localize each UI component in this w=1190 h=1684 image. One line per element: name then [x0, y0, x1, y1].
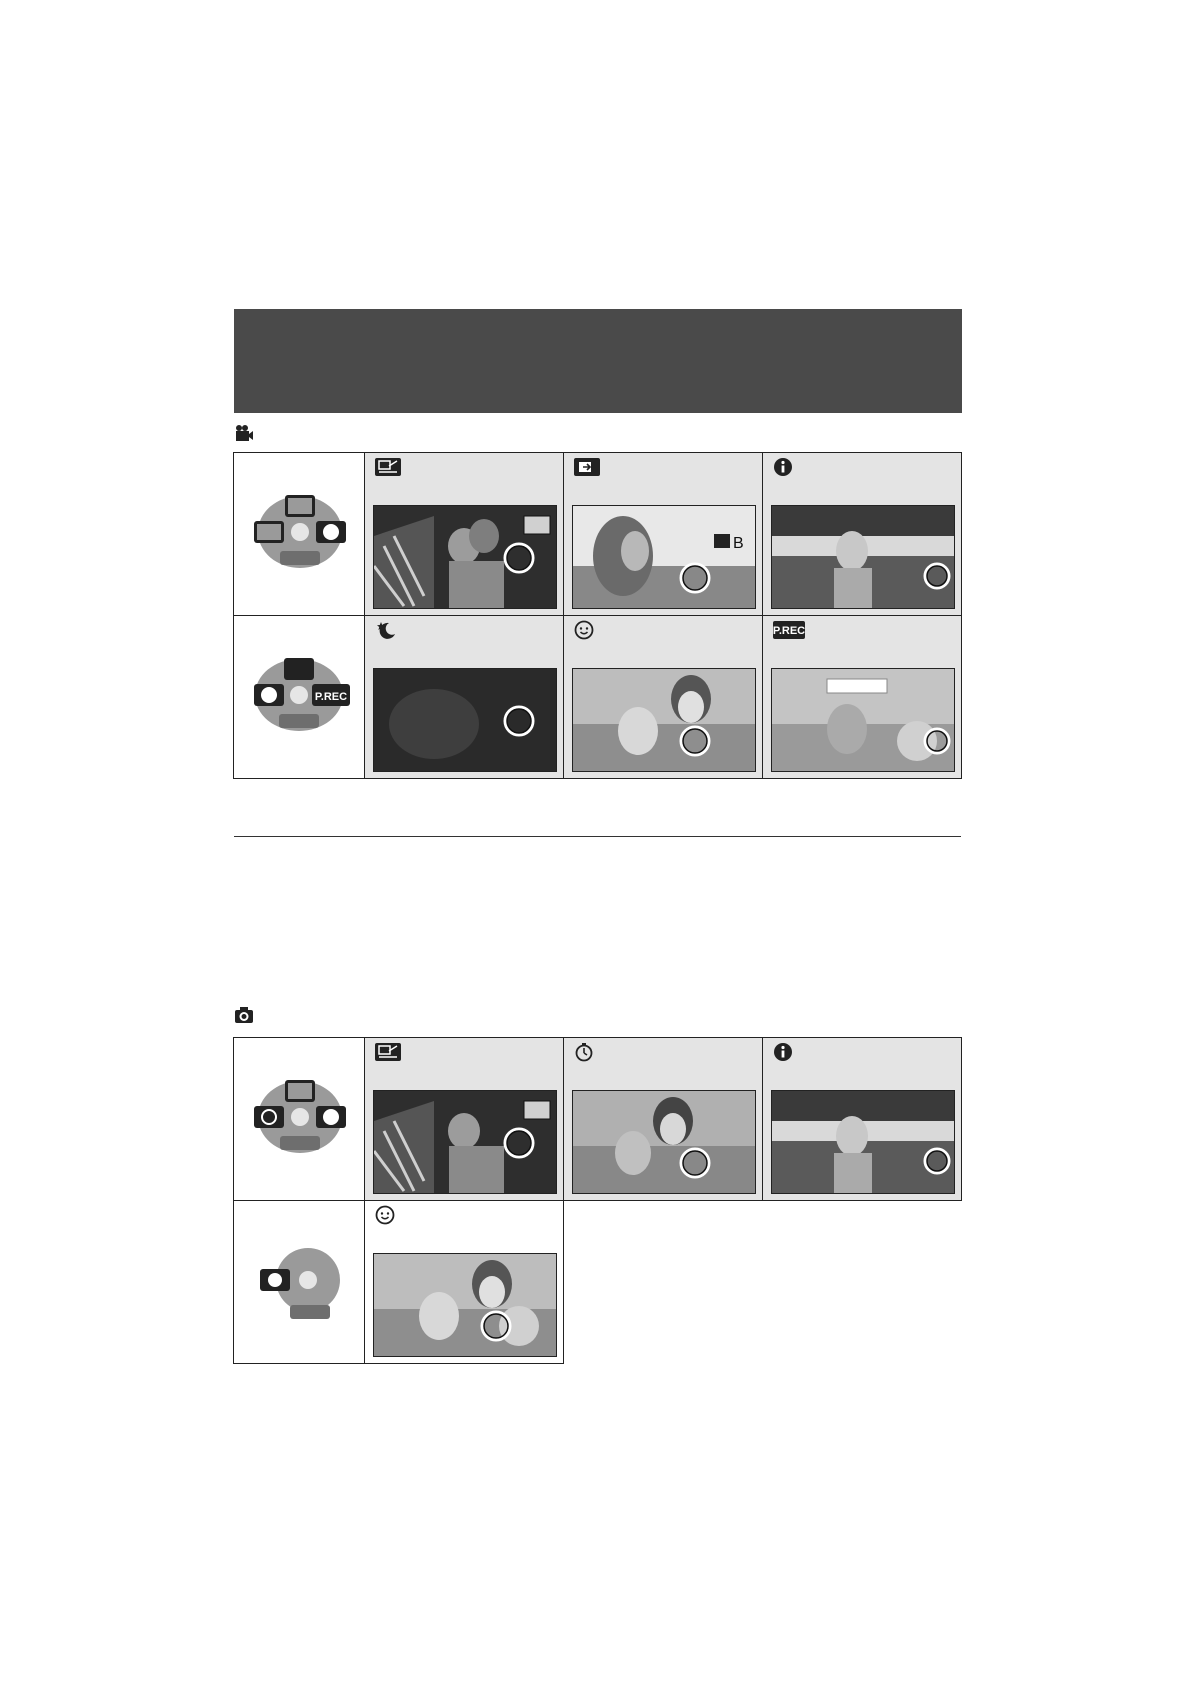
info-icon — [773, 1042, 793, 1062]
screen-photo — [771, 505, 955, 609]
page-header-bar — [234, 309, 962, 413]
empty-cell — [564, 1201, 763, 1364]
face-detection-icon — [375, 1205, 395, 1225]
face-detection-cell — [365, 1201, 564, 1364]
section-divider — [234, 836, 961, 837]
screen-photo — [572, 668, 756, 772]
night-mode-cell — [365, 616, 564, 779]
table-row — [234, 1201, 962, 1364]
self-timer-cell — [564, 1038, 763, 1201]
control-diagram-cell — [234, 616, 365, 779]
control-pad-diagram — [258, 1245, 342, 1323]
fade-icon — [574, 457, 600, 477]
control-diagram-cell — [234, 1201, 365, 1364]
prerec-cell — [763, 616, 962, 779]
screen-photo — [572, 1090, 756, 1194]
control-pad-diagram — [252, 493, 348, 575]
face-detection-icon — [574, 620, 594, 640]
table-row — [234, 453, 962, 616]
video-camera-icon — [234, 424, 254, 442]
prerec-icon-label: P.REC — [773, 625, 805, 637]
table-row — [234, 616, 962, 779]
self-timer-icon — [574, 1042, 594, 1062]
control-pad-diagram — [246, 656, 352, 738]
control-pad-diagram — [252, 1078, 348, 1160]
screen-photo — [771, 668, 955, 772]
backlight-cell — [365, 453, 564, 616]
prerec-icon — [773, 620, 805, 640]
prerec-label: P.REC — [314, 691, 348, 703]
table-row — [234, 1038, 962, 1201]
control-diagram-cell — [234, 1038, 365, 1201]
screen-photo — [373, 1253, 557, 1357]
screen-photo — [373, 505, 557, 609]
backlight-cell — [365, 1038, 564, 1201]
screen-photo — [373, 668, 557, 772]
info-icon — [773, 457, 793, 477]
info-cell — [763, 453, 962, 616]
photo-mode-table — [233, 1037, 962, 1364]
backlight-icon — [375, 1042, 401, 1062]
control-diagram-cell — [234, 453, 365, 616]
fade-cell — [564, 453, 763, 616]
screen-photo — [771, 1090, 955, 1194]
screen-photo — [572, 505, 756, 609]
info-cell — [763, 1038, 962, 1201]
still-camera-icon — [234, 1006, 254, 1024]
empty-cell — [763, 1201, 962, 1364]
face-detection-cell — [564, 616, 763, 779]
fade-b-label: B — [733, 535, 744, 552]
backlight-icon — [375, 457, 401, 477]
video-mode-table — [233, 452, 962, 779]
night-mode-icon — [375, 620, 397, 640]
screen-photo — [373, 1090, 557, 1194]
